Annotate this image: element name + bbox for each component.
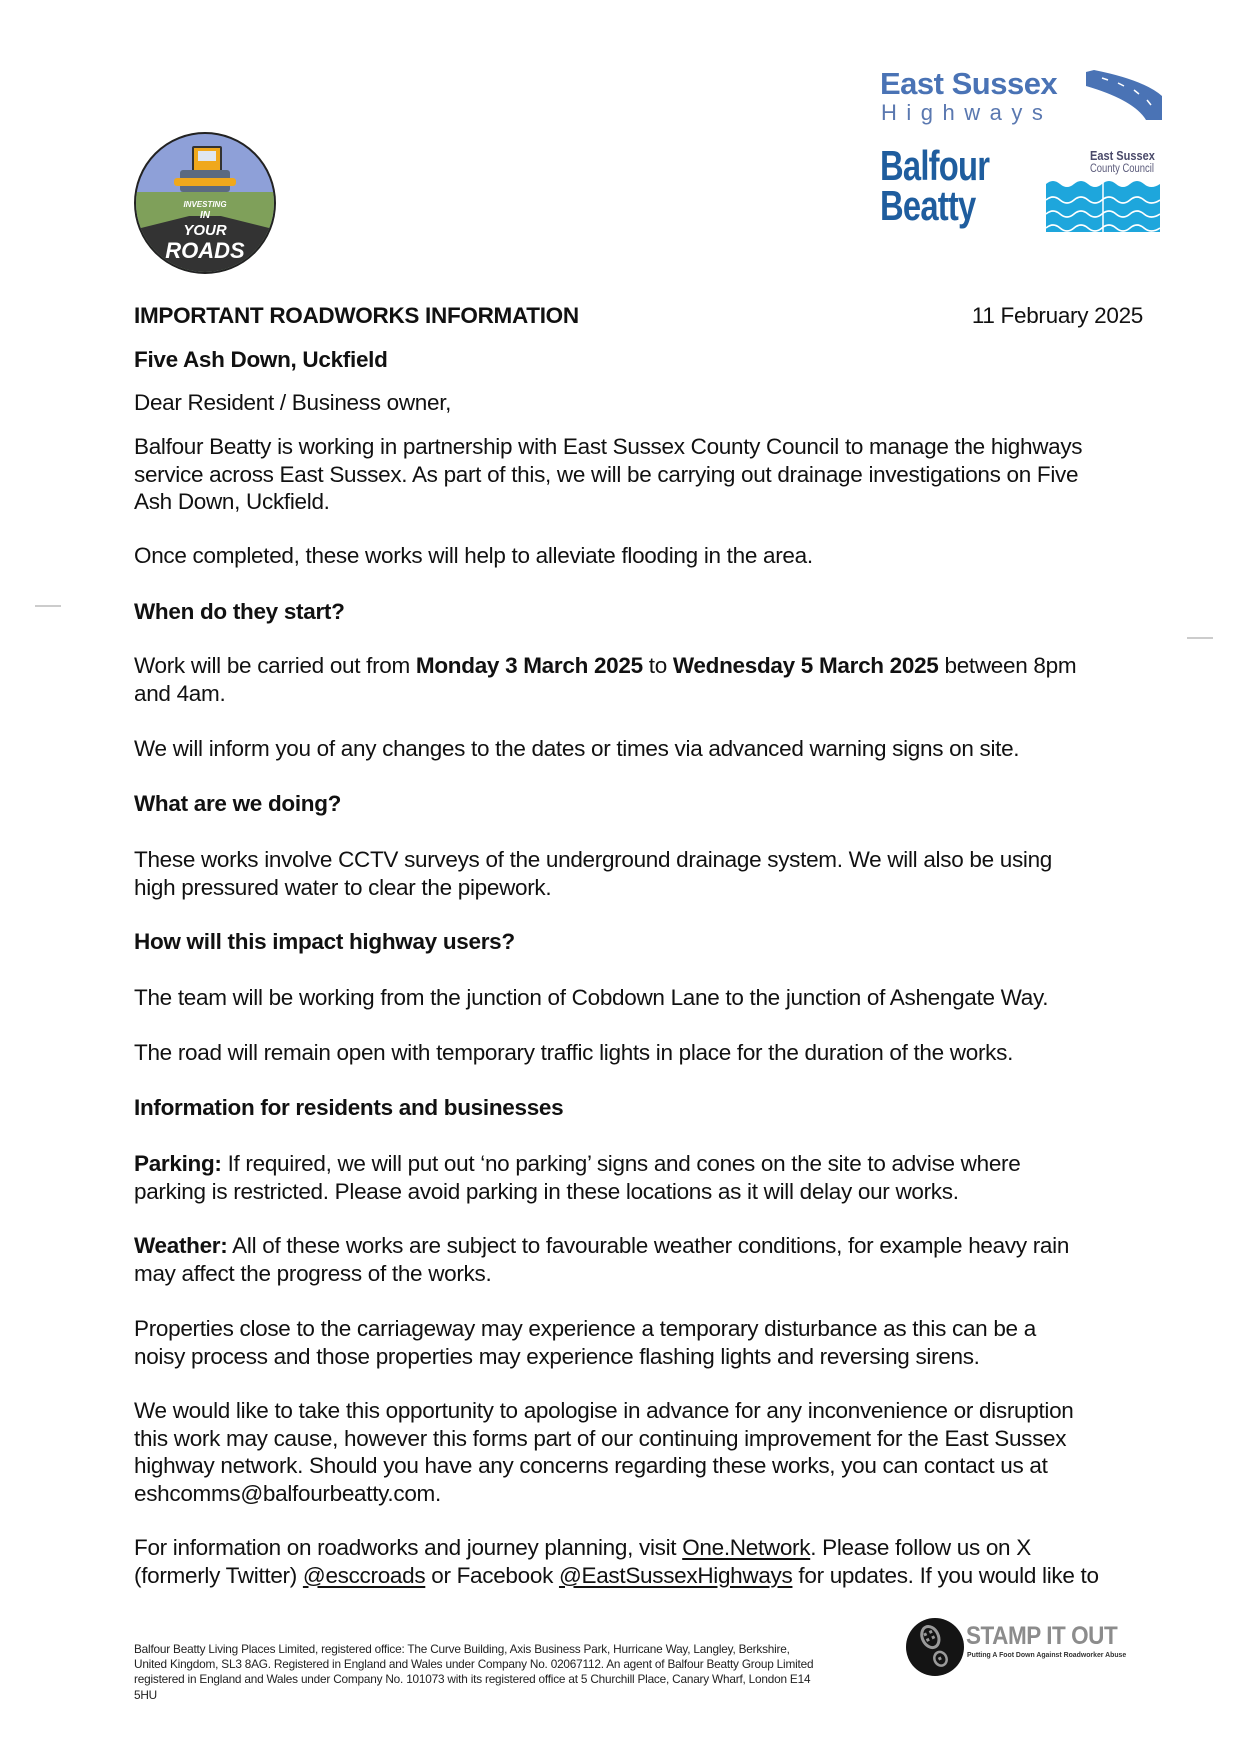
- stamp-it-out-tagline: Putting A Foot Down Against Roadworker Abuse: [967, 1650, 1127, 1659]
- road-icon: [1084, 70, 1162, 120]
- margin-mark-left: [35, 605, 61, 607]
- letter-date: 11 February 2025: [971, 303, 1143, 328]
- escc-logo-line2: County Council: [1090, 163, 1154, 175]
- footer-legal-text: [134, 1642, 904, 1703]
- noise-paragraph: [134, 1315, 1036, 1370]
- badge-line2: IN: [200, 210, 210, 221]
- weather-paragraph: [134, 1232, 1069, 1287]
- outcome-paragraph: Once completed, these works will help to alleviate flooding in the area.: [134, 543, 813, 568]
- badge-line4: ROADS: [165, 238, 245, 263]
- end-date: Wednesday 5 March 2025: [672, 653, 939, 678]
- parking-line1: Parking: If required, we will put out ‘no parking’ signs and cones on the site to advise where: [134, 1151, 1021, 1176]
- stamp-it-out-title: STAMP IT OUT: [966, 1622, 1118, 1650]
- intro-paragraph: [134, 433, 1082, 516]
- when-heading: When do they start?: [134, 599, 345, 624]
- what-line: high pressured water to clear the pipework.: [134, 874, 552, 900]
- boot-print-icon: [906, 1618, 964, 1676]
- info-heading: Information for residents and businesses: [134, 1095, 564, 1120]
- roller-bar-shape: [174, 178, 236, 186]
- legal-line: Balfour Beatty Living Places Limited, registered office: The Curve Building, Axis Business Park, Hurricane Way, Langley, Berkshire,: [134, 1642, 790, 1656]
- bb-logo-line2: Beatty: [880, 182, 976, 229]
- letter-title: IMPORTANT ROADWORKS INFORMATION: [134, 303, 579, 328]
- start-date: Monday 3 March 2025: [415, 653, 643, 678]
- impact-paragraph-2: The road will remain open with temporary traffic lights in place for the duration of the works.: [134, 1040, 1014, 1065]
- margin-mark-right: [1187, 637, 1213, 639]
- esh-logo-title: East Sussex: [880, 66, 1058, 101]
- impact-heading: How will this impact highway users?: [134, 929, 515, 954]
- intro-line: Balfour Beatty is working in partnership with East Sussex County Council to manage the highways: [134, 434, 1083, 459]
- what-paragraph: [134, 846, 1052, 901]
- twitter-link[interactable]: @esccroads: [302, 1562, 426, 1588]
- intro-line: Ash Down, Uckfield.: [134, 489, 330, 514]
- noise-line: Properties close to the carriageway may experience a temporary disturbance as this can be a: [134, 1316, 1036, 1341]
- parking-label: Parking:: [134, 1151, 222, 1176]
- noise-line: noisy process and those properties may experience flashing lights and reversing sirens.: [134, 1343, 980, 1369]
- badge-line1: INVESTING: [183, 200, 227, 209]
- weather-label: Weather:: [134, 1233, 228, 1258]
- escc-logo-line1: East Sussex: [1090, 149, 1155, 163]
- contact-email: eshcomms@balfourbeatty.com.: [134, 1480, 441, 1506]
- impact-paragraph-1: The team will be working from the junction of Cobdown Lane to the junction of Ashengate Way.: [134, 985, 1049, 1010]
- one-network-link[interactable]: One.Network: [682, 1535, 811, 1560]
- weather-line2: may affect the progress of the works.: [134, 1260, 492, 1286]
- parking-line2: parking is restricted. Please avoid parking in these locations as it will delay our works.: [134, 1178, 959, 1204]
- when-paragraph: [134, 652, 1076, 707]
- salutation: Dear Resident / Business owner,: [134, 390, 452, 415]
- road-roller-icon: [192, 146, 222, 172]
- esh-logo-subtitle: Highways: [881, 100, 1053, 125]
- social-line2: (formerly Twitter) @esccroads or Facebook @EastSussexHighways for updates. If you would like to: [134, 1562, 1099, 1588]
- social-paragraph: [134, 1534, 1099, 1589]
- legal-line: 5HU: [134, 1687, 157, 1702]
- bb-logo-line1: Balfour: [880, 142, 990, 189]
- waves-icon: [1046, 178, 1160, 232]
- weather-line1: Weather: All of these works are subject to favourable weather conditions, for example heavy rain: [134, 1233, 1070, 1258]
- badge-line3: YOUR: [183, 222, 227, 239]
- what-heading: What are we doing?: [134, 791, 342, 816]
- when-line2: and 4am.: [134, 680, 226, 706]
- facebook-link[interactable]: @EastSussexHighways: [558, 1562, 793, 1588]
- location-heading: Five Ash Down, Uckfield: [134, 347, 388, 372]
- legal-line: registered in England and Wales under Company No. 101073 with its registered office at 5 Churchill Place, Canary Wharf, London E14: [134, 1672, 811, 1687]
- what-line: These works involve CCTV surveys of the underground drainage system. We will also be using: [134, 847, 1053, 872]
- changes-paragraph: We will inform you of any changes to the dates or times via advanced warning signs on site.: [134, 736, 1020, 761]
- legal-line: United Kingdom, SL3 8AG. Registered in England and Wales under Company No. 02067112. An agent of Balfour Beatty Group Limited: [134, 1657, 814, 1672]
- social-line1: For information on roadworks and journey planning, visit One.Network. Please follow us on X: [134, 1535, 1031, 1560]
- apology-line: highway network. Should you have any concerns regarding these works, you can contact us at: [134, 1453, 1048, 1478]
- when-line1: Work will be carried out from Monday 3 March 2025 to Wednesday 5 March 2025 between 8pm: [134, 653, 1077, 678]
- parking-paragraph: [134, 1150, 1020, 1205]
- apology-paragraph: [134, 1397, 1074, 1507]
- investing-in-your-roads-logo: [134, 132, 276, 274]
- apology-line: We would like to take this opportunity to apologise in advance for any inconvenience or disruption: [134, 1398, 1074, 1423]
- apology-line: this work may cause, however this forms part of our continuing improvement for the East Sussex: [134, 1425, 1067, 1451]
- intro-line: service across East Sussex. As part of this, we will be carrying out drainage investigations on Five: [134, 461, 1079, 487]
- balfour-beatty-logo: [880, 142, 990, 229]
